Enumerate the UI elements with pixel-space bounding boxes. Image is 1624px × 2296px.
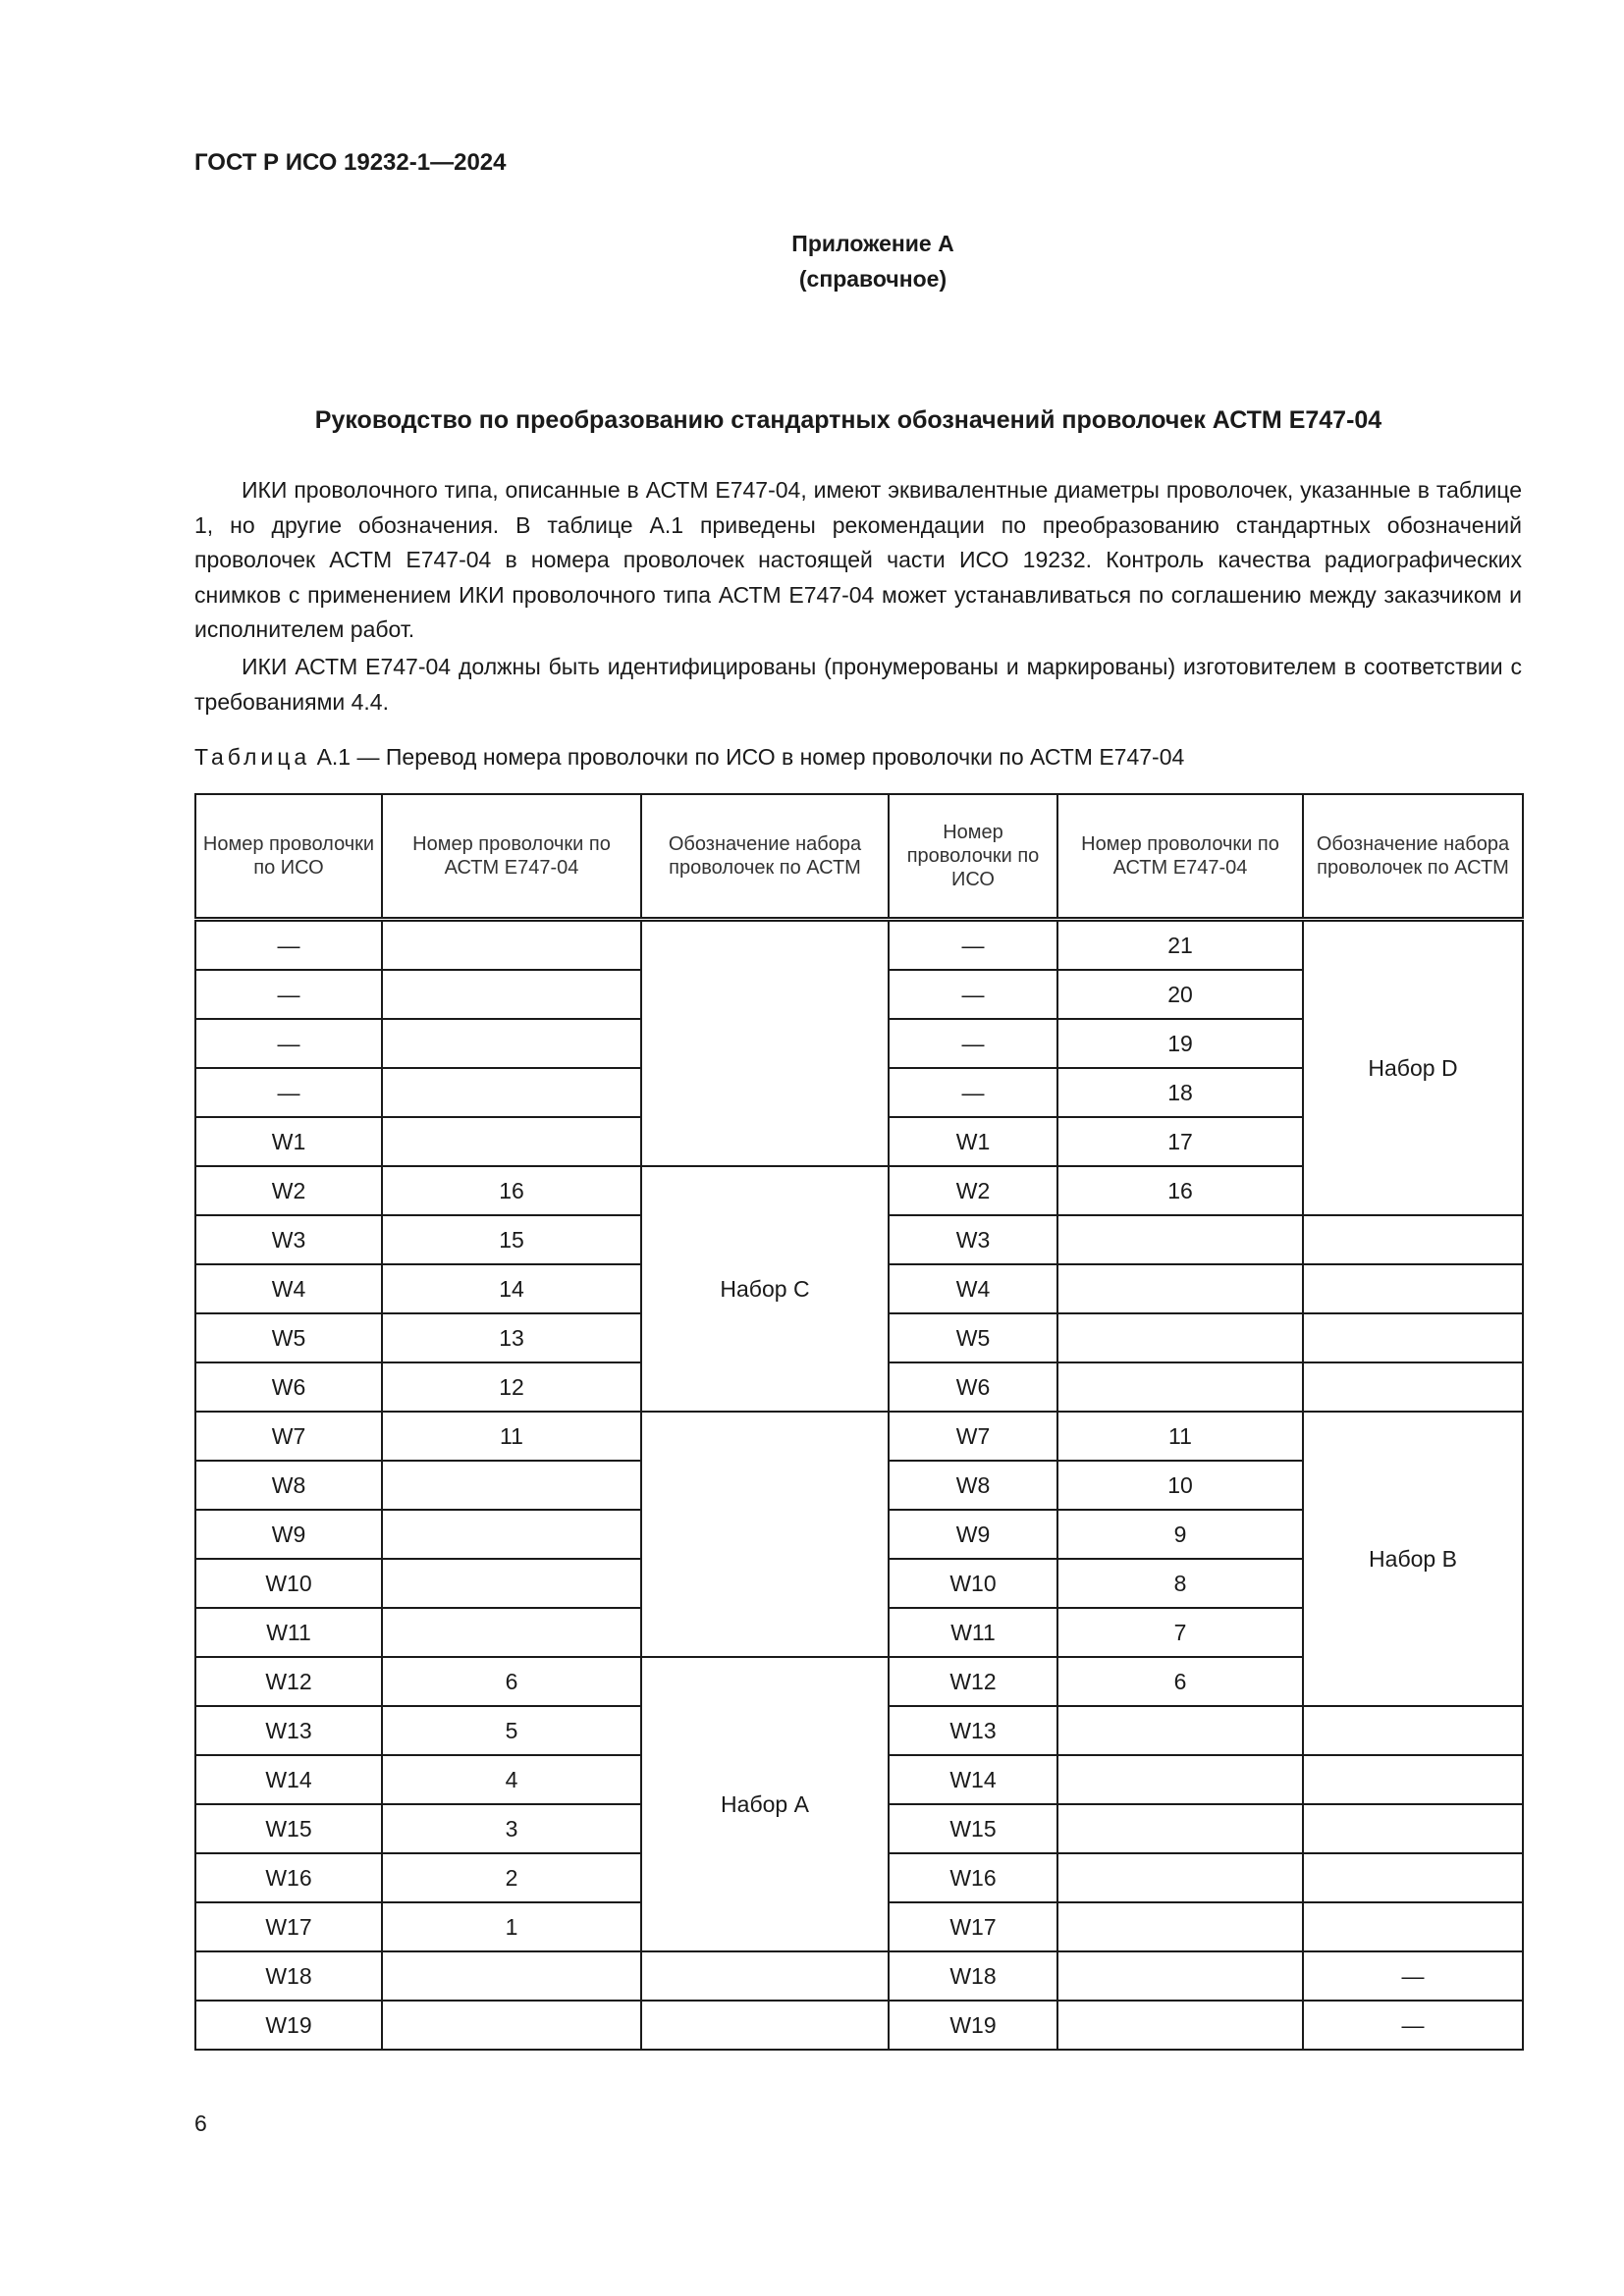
iso-number-right-cell: W2 <box>889 1166 1057 1215</box>
iso-number-left-cell: — <box>195 1019 382 1068</box>
header-iso-number-right: Номер проволочки по ИСО <box>889 794 1057 920</box>
annex-heading <box>0 226 1624 296</box>
iso-number-right-cell: W19 <box>889 2001 1057 2050</box>
astm-set-left-cell <box>641 1412 889 1657</box>
iso-number-right-cell: W13 <box>889 1706 1057 1755</box>
astm-number-left-cell <box>382 2001 641 2050</box>
astm-number-left-cell: 5 <box>382 1706 641 1755</box>
iso-number-left-cell: W8 <box>195 1461 382 1510</box>
iso-number-right-cell: W14 <box>889 1755 1057 1804</box>
astm-number-right-cell: 8 <box>1057 1559 1303 1608</box>
astm-set-right-cell: — <box>1303 2001 1523 2050</box>
astm-number-right-cell <box>1057 2001 1303 2050</box>
astm-number-right-cell <box>1057 1706 1303 1755</box>
astm-number-right-cell: 18 <box>1057 1068 1303 1117</box>
iso-number-right-cell: W1 <box>889 1117 1057 1166</box>
table-row <box>195 920 1523 971</box>
iso-number-right-cell: W18 <box>889 1951 1057 2001</box>
astm-number-left-cell <box>382 1608 641 1657</box>
iso-number-left-cell: W1 <box>195 1117 382 1166</box>
iso-number-right-cell: — <box>889 1019 1057 1068</box>
table-row <box>195 2001 1523 2050</box>
iso-number-left-cell: W18 <box>195 1951 382 2001</box>
table-header-row <box>195 794 1523 920</box>
iso-number-left-cell: W13 <box>195 1706 382 1755</box>
iso-number-left-cell: W15 <box>195 1804 382 1853</box>
iso-number-left-cell: — <box>195 970 382 1019</box>
annex-type: (справочное) <box>798 266 947 292</box>
astm-number-left-cell <box>382 920 641 971</box>
table-caption-text: А.1 — Перевод номера проволочки по ИСО в номер проволочки по АСТМ Е747-04 <box>310 744 1185 770</box>
iso-number-left-cell: W19 <box>195 2001 382 2050</box>
table-row <box>195 1951 1523 2001</box>
table-caption <box>194 744 1184 771</box>
iso-number-right-cell: W12 <box>889 1657 1057 1706</box>
iso-number-left-cell: W3 <box>195 1215 382 1264</box>
iso-number-left-cell: W7 <box>195 1412 382 1461</box>
iso-number-right-cell: W7 <box>889 1412 1057 1461</box>
iso-number-left-cell: W5 <box>195 1313 382 1362</box>
astm-number-right-cell <box>1057 1951 1303 2001</box>
astm-set-right-cell <box>1303 1313 1523 1362</box>
astm-set-left-cell <box>641 1951 889 2001</box>
astm-number-right-cell: 16 <box>1057 1166 1303 1215</box>
astm-set-right-cell <box>1303 1706 1523 1755</box>
header-astm-number-right: Номер проволочки по АСТМ Е747-04 <box>1057 794 1303 920</box>
astm-number-left-cell <box>382 1019 641 1068</box>
iso-number-right-cell: W16 <box>889 1853 1057 1902</box>
astm-number-left-cell: 15 <box>382 1215 641 1264</box>
iso-number-left-cell: — <box>195 1068 382 1117</box>
table-row <box>195 1412 1523 1461</box>
iso-number-right-cell: W10 <box>889 1559 1057 1608</box>
iso-number-right-cell: W6 <box>889 1362 1057 1412</box>
astm-set-left-cell: Набор А <box>641 1657 889 1951</box>
astm-number-left-cell <box>382 1559 641 1608</box>
astm-number-left-cell: 13 <box>382 1313 641 1362</box>
iso-number-left-cell: W10 <box>195 1559 382 1608</box>
astm-number-left-cell: 14 <box>382 1264 641 1313</box>
astm-number-left-cell: 3 <box>382 1804 641 1853</box>
iso-number-left-cell: W16 <box>195 1853 382 1902</box>
astm-set-right-cell <box>1303 1755 1523 1804</box>
iso-number-right-cell: — <box>889 920 1057 971</box>
astm-number-left-cell: 16 <box>382 1166 641 1215</box>
astm-number-right-cell: 19 <box>1057 1019 1303 1068</box>
iso-number-left-cell: W9 <box>195 1510 382 1559</box>
paragraph-2-text: ИКИ АСТМ Е747-04 должны быть идентифицированы (пронумерованы и маркированы) изготовителем в соответствии с требованиями 4.4. <box>194 654 1522 715</box>
astm-set-right-cell <box>1303 1804 1523 1853</box>
section-title-wrapper <box>0 406 1624 435</box>
astm-number-right-cell: 7 <box>1057 1608 1303 1657</box>
astm-number-right-cell: 9 <box>1057 1510 1303 1559</box>
astm-set-right-cell <box>1303 1264 1523 1313</box>
astm-number-right-cell <box>1057 1853 1303 1902</box>
iso-number-right-cell: W15 <box>889 1804 1057 1853</box>
astm-number-left-cell: 1 <box>382 1902 641 1951</box>
iso-number-left-cell: W4 <box>195 1264 382 1313</box>
document-code: ГОСТ Р ИСО 19232-1—2024 <box>194 149 507 176</box>
astm-set-left-cell <box>641 920 889 1167</box>
astm-set-left-cell <box>641 2001 889 2050</box>
intro-paragraph-2 <box>194 650 1522 720</box>
iso-number-left-cell: W11 <box>195 1608 382 1657</box>
astm-number-right-cell: 10 <box>1057 1461 1303 1510</box>
astm-number-left-cell <box>382 1510 641 1559</box>
astm-set-right-cell <box>1303 1362 1523 1412</box>
astm-number-right-cell: 6 <box>1057 1657 1303 1706</box>
astm-number-right-cell: 21 <box>1057 920 1303 971</box>
astm-set-right-cell <box>1303 1902 1523 1951</box>
astm-number-right-cell <box>1057 1313 1303 1362</box>
iso-number-right-cell: W4 <box>889 1264 1057 1313</box>
astm-number-right-cell <box>1057 1902 1303 1951</box>
iso-number-left-cell: W14 <box>195 1755 382 1804</box>
section-title: Руководство по преобразованию стандартных обозначений проволочек АСТМ Е747-04 <box>314 406 1382 434</box>
iso-number-right-cell: — <box>889 970 1057 1019</box>
astm-number-left-cell: 6 <box>382 1657 641 1706</box>
page-number: 6 <box>194 2110 207 2136</box>
astm-set-right-cell: — <box>1303 1951 1523 2001</box>
astm-number-left-cell: 2 <box>382 1853 641 1902</box>
header-astm-set-left: Обозначение набора проволочек по АСТМ <box>641 794 889 920</box>
paragraph-1-text: ИКИ проволочного типа, описанные в АСТМ Е747-04, имеют эквивалентные диаметры проволочек, указанные в таблице 1, но другие обозначения. В таблице А.1 приведены рекомендации по преобразованию стандартных обозначений проволочек АСТМ Е747-04 в номера проволочек настоящей части ИСО 19232. Контроль качества радиографических снимков с применением ИКИ проволочного типа АСТМ Е747-04 может устанавливаться по соглашению между заказчиком и исполнителем работ. <box>194 477 1522 642</box>
iso-number-right-cell: W5 <box>889 1313 1057 1362</box>
iso-number-left-cell: W2 <box>195 1166 382 1215</box>
iso-number-right-cell: W9 <box>889 1510 1057 1559</box>
astm-number-left-cell <box>382 1951 641 2001</box>
astm-number-left-cell <box>382 1117 641 1166</box>
astm-number-left-cell <box>382 970 641 1019</box>
astm-number-right-cell <box>1057 1264 1303 1313</box>
iso-number-left-cell: W6 <box>195 1362 382 1412</box>
astm-number-right-cell <box>1057 1215 1303 1264</box>
iso-number-right-cell: W8 <box>889 1461 1057 1510</box>
astm-number-left-cell <box>382 1068 641 1117</box>
astm-number-right-cell: 11 <box>1057 1412 1303 1461</box>
header-iso-number-left: Номер проволочки по ИСО <box>195 794 382 920</box>
table-caption-label: Таблица <box>194 744 311 770</box>
astm-number-left-cell: 4 <box>382 1755 641 1804</box>
iso-number-right-cell: W11 <box>889 1608 1057 1657</box>
astm-set-right-cell <box>1303 1853 1523 1902</box>
astm-number-right-cell: 20 <box>1057 970 1303 1019</box>
header-astm-number-left: Номер проволочки по АСТМ Е747-04 <box>382 794 641 920</box>
astm-number-left-cell <box>382 1461 641 1510</box>
astm-number-right-cell: 17 <box>1057 1117 1303 1166</box>
header-astm-set-right: Обозначение набора проволочек по АСТМ <box>1303 794 1523 920</box>
astm-number-left-cell: 12 <box>382 1362 641 1412</box>
iso-number-left-cell: W12 <box>195 1657 382 1706</box>
astm-number-right-cell <box>1057 1804 1303 1853</box>
intro-paragraph-1 <box>194 473 1522 648</box>
astm-number-right-cell <box>1057 1362 1303 1412</box>
annex-title: Приложение А <box>791 231 954 256</box>
astm-set-right-cell: Набор В <box>1303 1412 1523 1706</box>
table-body <box>195 920 1523 2051</box>
iso-number-right-cell: W3 <box>889 1215 1057 1264</box>
astm-number-left-cell: 11 <box>382 1412 641 1461</box>
astm-set-right-cell: Набор D <box>1303 920 1523 1216</box>
iso-number-right-cell: W17 <box>889 1902 1057 1951</box>
astm-set-right-cell <box>1303 1215 1523 1264</box>
astm-number-right-cell <box>1057 1755 1303 1804</box>
iso-number-left-cell: — <box>195 920 382 971</box>
astm-set-left-cell: Набор С <box>641 1166 889 1412</box>
iso-number-right-cell: — <box>889 1068 1057 1117</box>
conversion-table <box>194 793 1524 2051</box>
iso-number-left-cell: W17 <box>195 1902 382 1951</box>
